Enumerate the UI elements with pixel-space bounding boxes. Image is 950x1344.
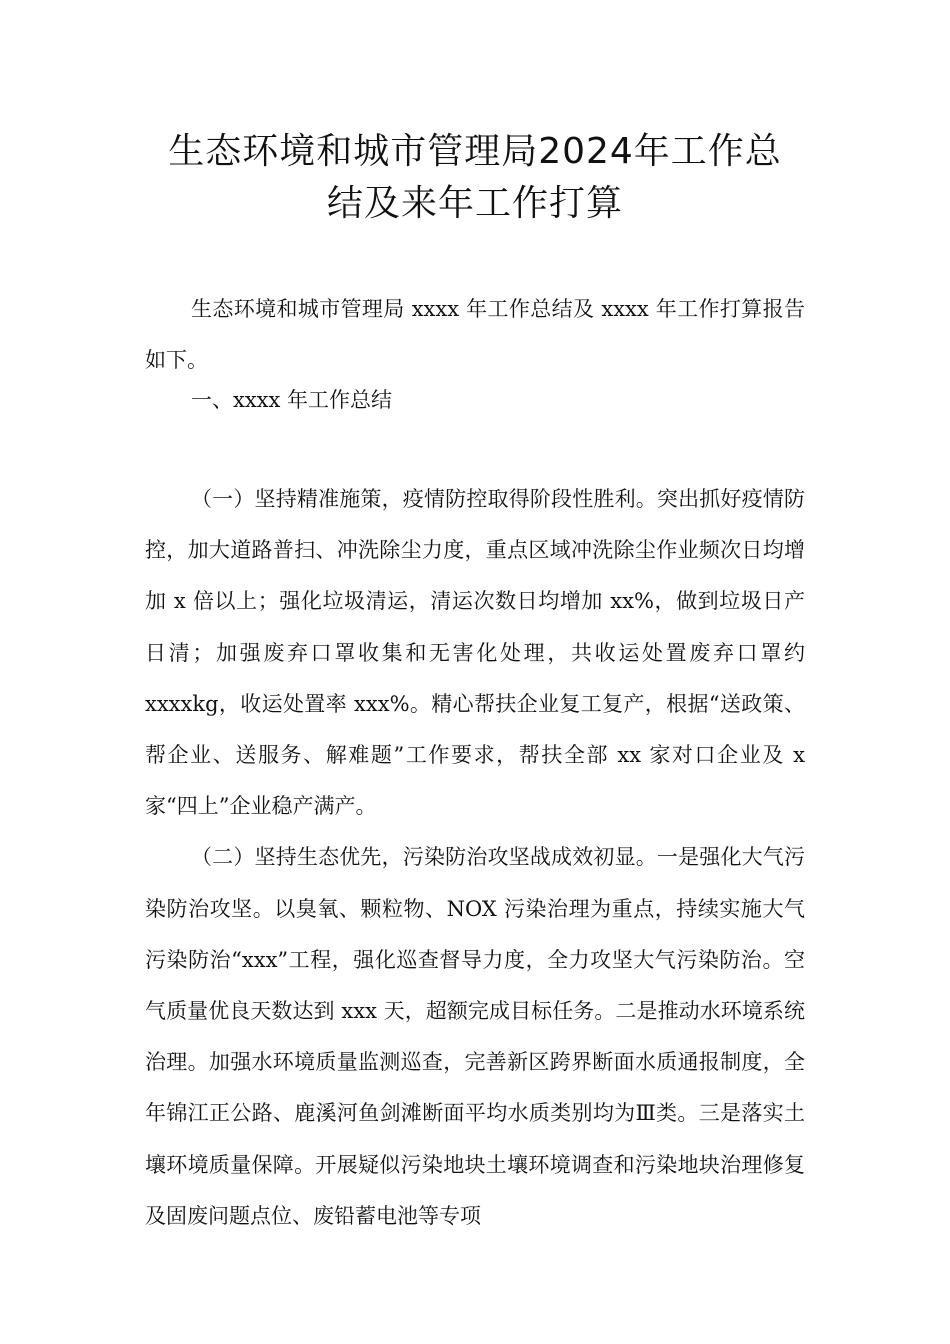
body-paragraphs	[145, 474, 805, 1242]
section-heading-block	[145, 375, 805, 426]
body-paragraph-1: （一）坚持精准施策，疫情防控取得阶段性胜利。突出抓好疫情防控，加大道路普扫、冲洗除尘力度，重点区域冲洗除尘作业频次日均增加 x 倍以上；强化垃圾清运，清运次数日均增加 xx%，做到垃圾日产日清；加强废弃口罩收集和无害化处理，共收运处置废弃口罩约 xxxxkg，收运处置率 xxx%。精心帮扶企业复工复产，根据“送政策、帮企业、送服务、解难题”工作要求，帮扶全部 xx 家对口企业及 x 家“四上”企业稳产满产。	[145, 487, 805, 819]
title-line-1: 生态环境和城市管理局2024年工作总	[168, 131, 782, 172]
intro-paragraph: 生态环境和城市管理局 xxxx 年工作总结及 xxxx 年工作打算报告如下。	[145, 297, 805, 373]
body-paragraph-2: （二）坚持生态优先，污染防治攻坚战成效初显。一是强化大气污染防治攻坚。以臭氧、颗粒物、NOX 污染治理为重点，持续实施大气污染防治“xxx”工程，强化巡查督导力度，全力攻坚大气污染防治。空气质量优良天数达到 xxx 天，超额完成目标任务。二是推动水环境系统治理。加强水环境质量监测巡查，完善新区跨界断面水质通报制度，全年锦江正公路、鹿溪河鱼剑滩断面平均水质类别均为Ⅲ类。三是落实土壤环境质量保障。开展疑似污染地块土壤环境调查和污染地块治理修复及固废问题点位、废铅蓄电池等专项	[145, 845, 805, 1228]
intro-block	[145, 284, 805, 386]
document-title	[0, 126, 950, 230]
section-1-heading: 一、xxxx 年工作总结	[191, 388, 393, 412]
title-line-2: 结及来年工作打算	[326, 183, 623, 224]
